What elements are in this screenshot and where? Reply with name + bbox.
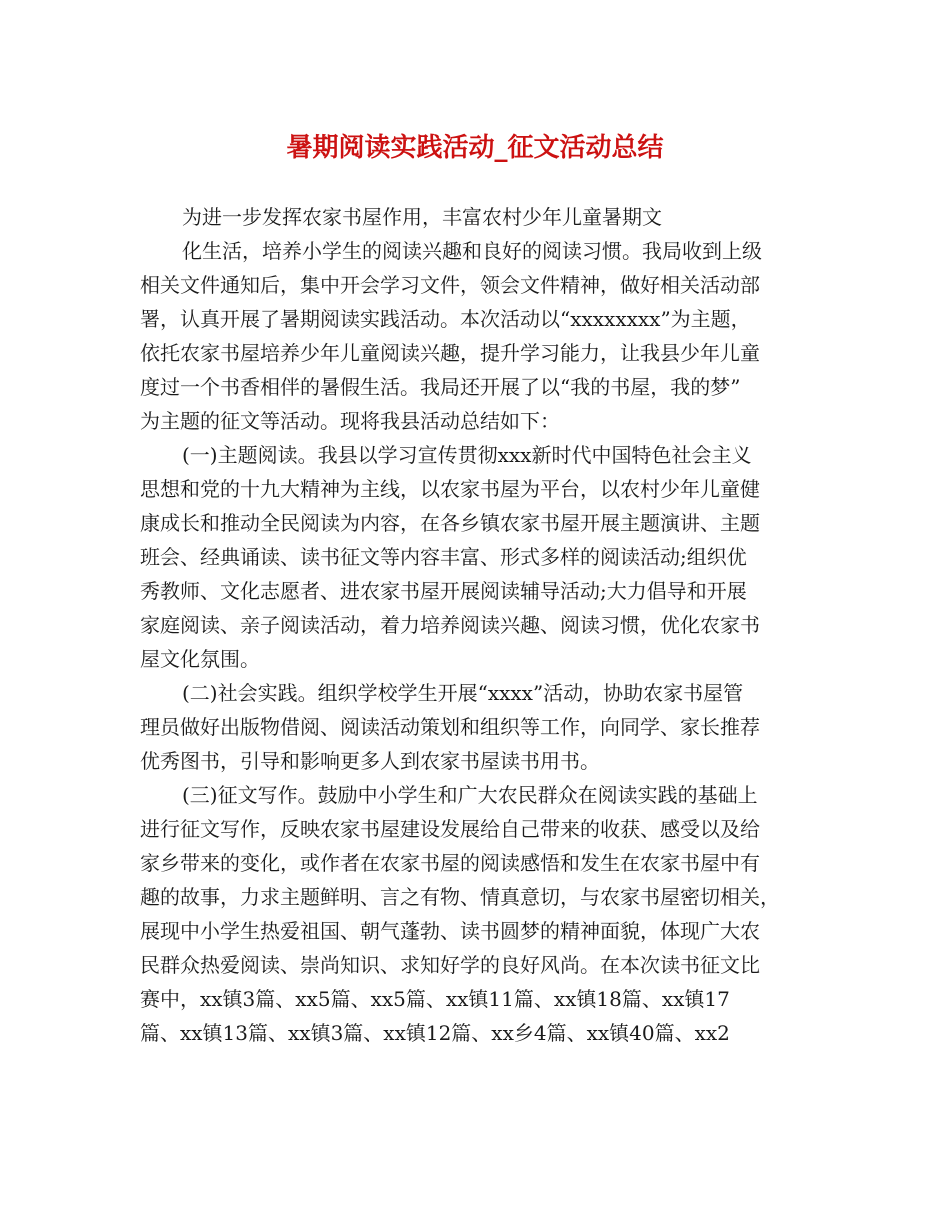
paragraph-line: 度过一个书香相伴的暑假生活。我局还开展了以“我的书屋，我的梦” — [140, 375, 741, 399]
paragraph-line: 依托农家书屋培养少年儿童阅读兴趣，提升学习能力，让我县少年儿童 — [140, 341, 760, 365]
paragraph-line: 为主题的征文等活动。现将我县活动总结如下： — [140, 409, 560, 433]
paragraph-line: 家庭阅读、亲子阅读活动，着力培养阅读兴趣、阅读习惯，优化农家书 — [140, 613, 760, 637]
paragraph-line: 为进一步发挥农家书屋作用，丰富农村少年儿童暑期文 — [182, 205, 662, 229]
paragraph-line: 署，认真开展了暑期阅读实践活动。本次活动以“xxxxxxxx”为主题， — [140, 307, 751, 331]
paragraph-line: 篇、xx镇13篇、xx镇3篇、xx镇12篇、xx乡4篇、xx镇40篇、xx2 — [140, 1021, 730, 1045]
paragraph-line: 展现中小学生热爱祖国、朝气蓬勃、读书圆梦的精神面貌，体现广大农 — [140, 919, 760, 943]
paragraph-line: 优秀图书，引导和影响更多人到农家书屋读书用书。 — [140, 749, 600, 773]
paragraph-line: 化生活，培养小学生的阅读兴趣和良好的阅读习惯。我局收到上级 — [182, 239, 762, 263]
paragraph-line: (一)主题阅读。我县以学习宣传贯彻xxx新时代中国特色社会主义 — [182, 443, 752, 467]
paragraph-line: 屋文化氛围。 — [140, 647, 260, 671]
paragraph-line: 秀教师、文化志愿者、进农家书屋开展阅读辅导活动;大力倡导和开展 — [140, 579, 747, 603]
paragraph-line: 进行征文写作，反映农家书屋建设发展给自己带来的收获、感受以及给 — [140, 817, 760, 841]
paragraph-line: 趣的故事，力求主题鲜明、言之有物、情真意切，与农家书屋密切相关， — [140, 885, 780, 909]
paragraph-line: (二)社会实践。组织学校学生开展“xxxx”活动，协助农家书屋管 — [182, 681, 744, 705]
paragraph-line: 赛中，xx镇3篇、xx5篇、xx5篇、xx镇11篇、xx镇18篇、xx镇17 — [140, 987, 730, 1011]
paragraph-line: 班会、经典诵读、读书征文等内容丰富、形式多样的阅读活动;组织优 — [140, 545, 747, 569]
document-body — [140, 200, 812, 1050]
paragraph-line: (三)征文写作。鼓励中小学生和广大农民群众在阅读实践的基础上 — [182, 783, 758, 807]
paragraph-line: 康成长和推动全民阅读为内容，在各乡镇农家书屋开展主题演讲、主题 — [140, 511, 760, 535]
paragraph-line: 相关文件通知后，集中开会学习文件，领会文件精神，做好相关活动部 — [140, 273, 760, 297]
paragraph-line: 思想和党的十九大精神为主线，以农家书屋为平台，以农村少年儿童健 — [140, 477, 760, 501]
paragraph-line: 理员做好出版物借阅、阅读活动策划和组织等工作，向同学、家长推荐 — [140, 715, 760, 739]
document-title: 暑期阅读实践活动_征文活动总结 — [286, 133, 664, 163]
paragraph-line: 民群众热爱阅读、崇尚知识、求知好学的良好风尚。在本次读书征文比 — [140, 953, 760, 977]
paragraph-line: 家乡带来的变化，或作者在农家书屋的阅读感悟和发生在农家书屋中有 — [140, 851, 760, 875]
